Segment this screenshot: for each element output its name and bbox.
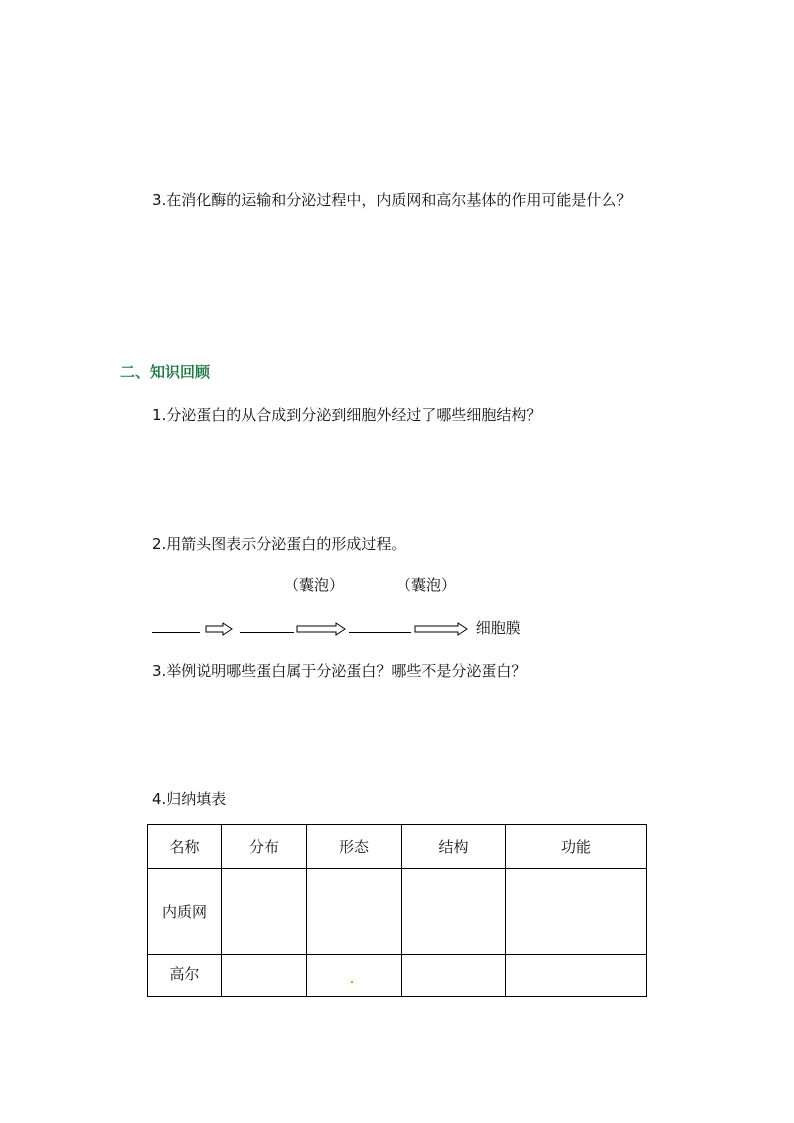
section-heading: 二、知识回顾: [120, 363, 211, 381]
question-4: 4.归纳填表: [152, 790, 227, 808]
header-name: 名称: [148, 825, 222, 869]
table-cell[interactable]: [222, 955, 307, 997]
table-row: [148, 955, 647, 997]
question-2: 2.用箭头图表示分泌蛋白的形成过程。: [152, 535, 407, 553]
table-row: [148, 869, 647, 955]
hollow-arrow-icon: [414, 622, 468, 636]
header-function: 功能: [506, 825, 647, 869]
question-1: 1.分泌蛋白的从合成到分泌到细胞外经过了哪些细胞结构？: [152, 406, 542, 424]
table-cell[interactable]: [402, 869, 506, 955]
table-cell[interactable]: [506, 869, 647, 955]
table-cell[interactable]: [222, 869, 307, 955]
vesicle-label-1: （囊泡）: [284, 576, 345, 594]
cell-membrane-label: 细胞膜: [475, 619, 521, 637]
table-header-row: [148, 825, 647, 869]
header-structure: 结构: [402, 825, 506, 869]
blank-2[interactable]: [240, 618, 294, 633]
blank-1[interactable]: [152, 618, 200, 633]
row-name: 高尔: [148, 955, 222, 997]
question-3: 3.举例说明哪些蛋白属于分泌蛋白？哪些不是分泌蛋白？: [152, 662, 527, 680]
table-cell[interactable]: [402, 955, 506, 997]
table-cell[interactable]: [307, 869, 402, 955]
row-name: 内质网: [148, 869, 222, 955]
hollow-arrow-icon: [205, 622, 233, 636]
summary-table: [147, 824, 647, 997]
flow-diagram: [152, 618, 521, 638]
table-cell[interactable]: [506, 955, 647, 997]
stray-dot: [351, 981, 353, 983]
table-cell[interactable]: [307, 955, 402, 997]
header-distribution: 分布: [222, 825, 307, 869]
header-shape: 形态: [307, 825, 402, 869]
question-3-top: 3.在消化酶的运输和分泌过程中，内质网和高尔基体的作用可能是什么？: [152, 191, 632, 209]
hollow-arrow-icon: [296, 622, 346, 636]
blank-3[interactable]: [349, 618, 411, 633]
vesicle-label-2: （囊泡）: [396, 576, 457, 594]
